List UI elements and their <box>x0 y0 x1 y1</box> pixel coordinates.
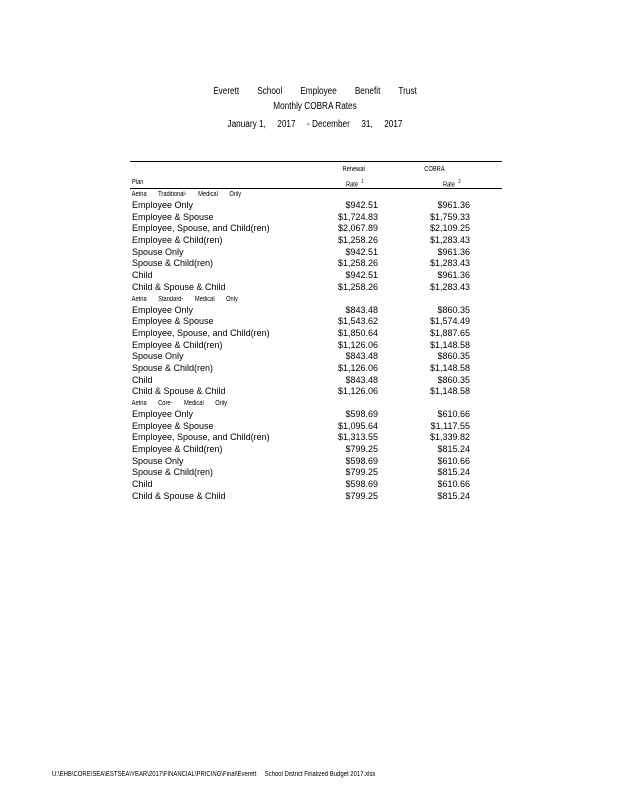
table-row <box>130 467 502 479</box>
table-row <box>130 247 502 259</box>
renewal-rate-cell: $1,126.06 <box>337 386 378 397</box>
renewal-rate-cell: $1,258.26 <box>337 281 378 292</box>
plan-cell: Employee & Spouse <box>132 420 214 431</box>
plan-cell: Child <box>132 374 153 385</box>
plan-cell: Spouse & Child(ren) <box>132 258 214 269</box>
renewal-rate-cell: $942.51 <box>345 246 378 257</box>
header-renewal: Renewal <box>342 166 365 173</box>
plan-cell: Employee & Spouse <box>132 316 214 327</box>
section-header-word: Medical <box>183 400 204 407</box>
document-title <box>130 86 500 130</box>
plan-cell: Employee & Child(ren) <box>132 235 223 246</box>
footer-path: U:\EHB\CORE\SEA\ESTSEA\YEAR\2017\FINANCIAL\PRICING\Final\Everett <box>52 771 257 778</box>
table-row <box>130 363 502 375</box>
cobra-rate-cell: $610.66 <box>437 455 470 466</box>
section-header-word: Aetna <box>131 400 147 407</box>
cobra-rate-cell: $860.35 <box>437 351 470 362</box>
renewal-rate-cell: $843.48 <box>345 304 378 315</box>
table-row <box>130 235 502 247</box>
plan-cell: Child & Spouse & Child <box>132 281 226 292</box>
table-row <box>130 328 502 340</box>
section-header <box>130 294 435 305</box>
plan-cell: Spouse Only <box>132 246 184 257</box>
title-word: Benefit <box>354 86 381 97</box>
cobra-rate-cell: $1,148.58 <box>429 386 470 397</box>
table-row <box>130 223 502 235</box>
cobra-rate-cell: $1,283.43 <box>429 281 470 292</box>
cobra-rate-cell: $815.24 <box>437 444 470 455</box>
table-row <box>130 282 502 294</box>
footer-filename: School District Finalized Budget 2017.xlsx <box>264 771 376 778</box>
date-part: 31, <box>361 119 373 130</box>
plan-cell: Spouse & Child(ren) <box>132 362 214 373</box>
section-header-word: Aetna <box>131 295 147 303</box>
plan-cell: Spouse Only <box>132 351 184 362</box>
cobra-rate-cell: $815.24 <box>437 490 470 501</box>
table-row <box>130 270 502 282</box>
title-word: School <box>257 86 283 97</box>
cobra-rate-cell: $1,283.43 <box>429 258 470 269</box>
header-renewal-rate <box>346 179 364 188</box>
header-plan: Plan <box>132 179 144 186</box>
cobra-rate-cell: $1,283.43 <box>429 235 470 246</box>
plan-cell: Child & Spouse & Child <box>132 490 226 501</box>
renewal-rate-cell: $1,850.64 <box>337 327 378 338</box>
table-row <box>130 491 502 503</box>
footnote-marker: 2 <box>458 179 461 185</box>
plan-cell: Child <box>132 479 153 490</box>
title-word: Trust <box>398 86 417 97</box>
table-row <box>130 375 502 387</box>
section-header <box>130 189 435 200</box>
plan-cell: Child & Spouse & Child <box>132 386 226 397</box>
cobra-rate-cell: $610.66 <box>437 479 470 490</box>
plan-cell: Employee & Child(ren) <box>132 444 223 455</box>
cobra-rate-cell: $1,887.65 <box>429 327 470 338</box>
table-row <box>130 456 502 468</box>
plan-cell: Employee Only <box>132 304 194 315</box>
cobra-rate-cell: $1,148.58 <box>429 362 470 373</box>
header-cobra-rate-label: Rate <box>442 181 456 189</box>
cobra-rate-cell: $1,759.33 <box>429 211 470 222</box>
table-row <box>130 444 502 456</box>
table-row <box>130 479 502 491</box>
renewal-rate-cell: $1,543.62 <box>337 316 378 327</box>
section-header-word: Standard- <box>158 295 184 303</box>
table-row <box>130 432 502 444</box>
renewal-rate-cell: $1,258.26 <box>337 235 378 246</box>
renewal-rate-cell: $843.48 <box>345 351 378 362</box>
cobra-rate-cell: $1,117.55 <box>430 420 470 431</box>
table-row <box>130 212 502 224</box>
renewal-rate-cell: $1,313.55 <box>337 432 378 443</box>
table-row <box>130 421 502 433</box>
date-part: 2017 <box>384 119 403 130</box>
cobra-rates-table <box>130 161 502 503</box>
cobra-rate-cell: $1,574.49 <box>429 316 470 327</box>
plan-cell: Employee & Spouse <box>132 211 214 222</box>
section-header-word: Core- <box>158 400 173 407</box>
cobra-rate-cell: $815.24 <box>437 467 470 478</box>
cobra-rate-cell: $2,109.25 <box>429 223 470 234</box>
plan-cell: Spouse & Child(ren) <box>132 467 214 478</box>
table-row <box>130 409 502 421</box>
plan-cell: Employee, Spouse, and Child(ren) <box>132 327 270 338</box>
footnote-marker: 1 <box>361 179 364 185</box>
section-header <box>130 398 435 409</box>
renewal-rate-cell: $1,258.26 <box>337 258 378 269</box>
plan-cell: Employee & Child(ren) <box>132 339 223 350</box>
plan-cell: Employee Only <box>132 200 194 210</box>
table-row <box>130 258 502 270</box>
header-cobra-rate <box>443 179 461 188</box>
header-cobra: COBRA <box>424 166 445 173</box>
file-path-footer <box>52 771 375 778</box>
renewal-rate-cell: $598.69 <box>345 479 378 490</box>
renewal-rate-cell: $799.25 <box>345 490 378 501</box>
cobra-rate-cell: $610.66 <box>437 409 470 419</box>
title-date-range <box>163 119 466 130</box>
renewal-rate-cell: $799.25 <box>345 444 378 455</box>
renewal-rate-cell: $942.51 <box>345 200 378 210</box>
date-part: January 1, <box>227 119 266 130</box>
renewal-rate-cell: $942.51 <box>345 270 378 281</box>
cobra-rate-cell: $961.36 <box>437 246 470 257</box>
table-row <box>130 351 502 363</box>
section-header-word: Only <box>215 400 228 407</box>
cobra-rate-cell: $860.35 <box>437 304 470 315</box>
section-header-word: Only <box>229 191 242 198</box>
plan-cell: Employee Only <box>132 409 194 419</box>
table-row <box>130 200 502 212</box>
section-header-word: Medical <box>194 295 215 303</box>
table-row <box>130 386 502 398</box>
renewal-rate-cell: $1,724.83 <box>337 211 378 222</box>
title-word: Everett <box>213 86 240 97</box>
table-row <box>130 316 502 328</box>
renewal-rate-cell: $598.69 <box>345 409 378 419</box>
section-header-word: Traditional- <box>158 191 187 198</box>
renewal-rate-cell: $1,095.64 <box>337 420 378 431</box>
cobra-rate-cell: $860.35 <box>437 374 470 385</box>
table-row <box>130 340 502 352</box>
title-word: Employee <box>300 86 337 97</box>
title-line-2: Monthly COBRA Rates <box>273 101 357 112</box>
renewal-rate-cell: $799.25 <box>345 467 378 478</box>
date-part: 2017 <box>277 119 296 130</box>
table-header <box>130 162 502 188</box>
renewal-rate-cell: $843.48 <box>345 374 378 385</box>
title-line-1 <box>163 86 466 97</box>
plan-cell: Child <box>132 270 153 281</box>
section-header-word: Medical <box>198 191 218 198</box>
date-part: - December <box>307 119 350 130</box>
table-row <box>130 305 502 317</box>
section-header-word: Only <box>226 295 238 303</box>
section-header-word: Aetna <box>131 191 147 198</box>
table-body <box>130 189 502 503</box>
plan-cell: Employee, Spouse, and Child(ren) <box>132 432 270 443</box>
renewal-rate-cell: $598.69 <box>345 455 378 466</box>
cobra-rate-cell: $1,148.58 <box>429 339 470 350</box>
plan-cell: Employee, Spouse, and Child(ren) <box>132 223 270 234</box>
renewal-rate-cell: $1,126.06 <box>337 362 378 373</box>
cobra-rate-cell: $961.36 <box>437 200 470 210</box>
cobra-rate-cell: $1,339.82 <box>429 432 470 443</box>
header-renewal-rate-label: Rate <box>345 181 359 189</box>
renewal-rate-cell: $2,067.89 <box>337 223 378 234</box>
cobra-rate-cell: $961.36 <box>437 270 470 281</box>
renewal-rate-cell: $1,126.06 <box>337 339 378 350</box>
plan-cell: Spouse Only <box>132 455 184 466</box>
